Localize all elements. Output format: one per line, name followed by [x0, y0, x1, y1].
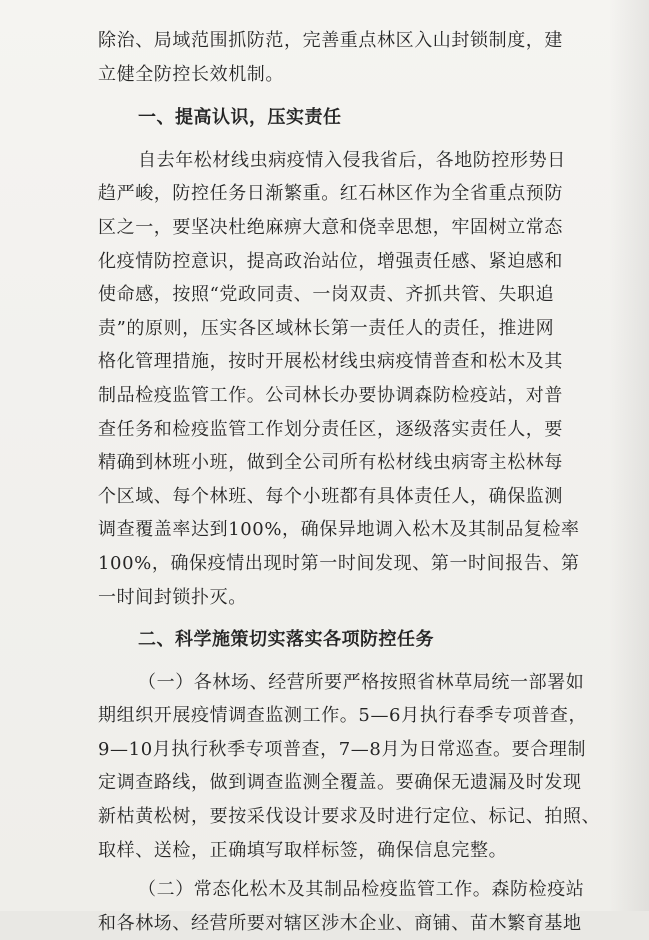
section-1-line: 制品检疫监管工作。公司林长办要协调森防检疫站，对普 [98, 384, 563, 406]
section-2-paragraph-1-line: 期组织开展疫情调查监测工作。5—6月执行春季专项普查， [98, 705, 588, 727]
section-2-paragraph-2-line: （二）常态化松木及其制品检疫监管工作。森防检疫站 [138, 879, 585, 901]
document-body [98, 24, 601, 940]
section-1-line: 格化管理措施，按时开展松材线虫病疫情普查和松木及其 [98, 351, 563, 373]
section-2-paragraph-1-line: 9—10月执行秋季专项普查，7—8月为日常巡查。要合理制 [98, 738, 587, 760]
section-1-line: 查任务和检疫监管工作划分责任区，逐级落实责任人，要 [98, 418, 563, 440]
section-1-line: 调查覆盖率达到100%，确保异地调入松木及其制品复检率 [98, 519, 580, 541]
intro-line: 除治、局域范围抓防范，完善重点林区入山封锁制度，建 [98, 30, 563, 51]
intro-line: 立健全防控长效机制。 [98, 63, 284, 85]
section-2-paragraph-1-line: 定调查路线，做到调查监测全覆盖。要确保无遗漏及时发现 [98, 772, 582, 794]
section-1-line: 化疫情防控意识，提高政治站位，增强责任感、紧迫感和 [98, 250, 563, 272]
section-1-heading: 一、提高认识，压实责任 [138, 107, 342, 129]
section-2-paragraph-1-line: （一）各林场、经营所要严格按照省林草局统一部署如 [138, 671, 585, 693]
section-1-line: 一时间封锁扑灭。 [98, 586, 247, 608]
section-1-line: 个区域、每个林班、每个小班都有具体责任人，确保监测 [98, 485, 563, 507]
section-1-line: 100%，确保疫情出现时第一时间发现、第一时间报告、第 [98, 552, 580, 574]
section-1-line: 趋严峻，防控任务日渐繁重。红石林区作为全省重点预防 [98, 183, 563, 205]
section-1-line: 责”的原则，压实各区域林长第一责任人的责任，推进网 [98, 317, 555, 339]
section-1-line: 精确到林班小班，做到全公司所有松材线虫病寄主松林每 [98, 452, 563, 474]
section-2-paragraph-2-line: 和各林场、经营所要对辖区涉木企业、商铺、苗木繁育基地 [98, 912, 582, 934]
section-2-paragraph-1-line: 取样、送检，正确填写取样标签，确保信息完整。 [98, 839, 508, 861]
section-2-paragraph-1-line: 新枯黄松树，要按采伐设计要求及时进行定位、标记、拍照、 [98, 806, 601, 828]
section-1-line: 自去年松材线虫病疫情入侵我省后，各地防控形势日 [138, 149, 566, 171]
section-1-line: 使命感，按照“党政同责、一岗双责、齐抓共管、失职追 [98, 284, 555, 306]
section-1-line: 区之一，要坚决杜绝麻痹大意和侥幸思想，牢固树立常态 [98, 216, 563, 238]
section-2-heading: 二、科学施策切实落实各项防控任务 [138, 629, 434, 651]
